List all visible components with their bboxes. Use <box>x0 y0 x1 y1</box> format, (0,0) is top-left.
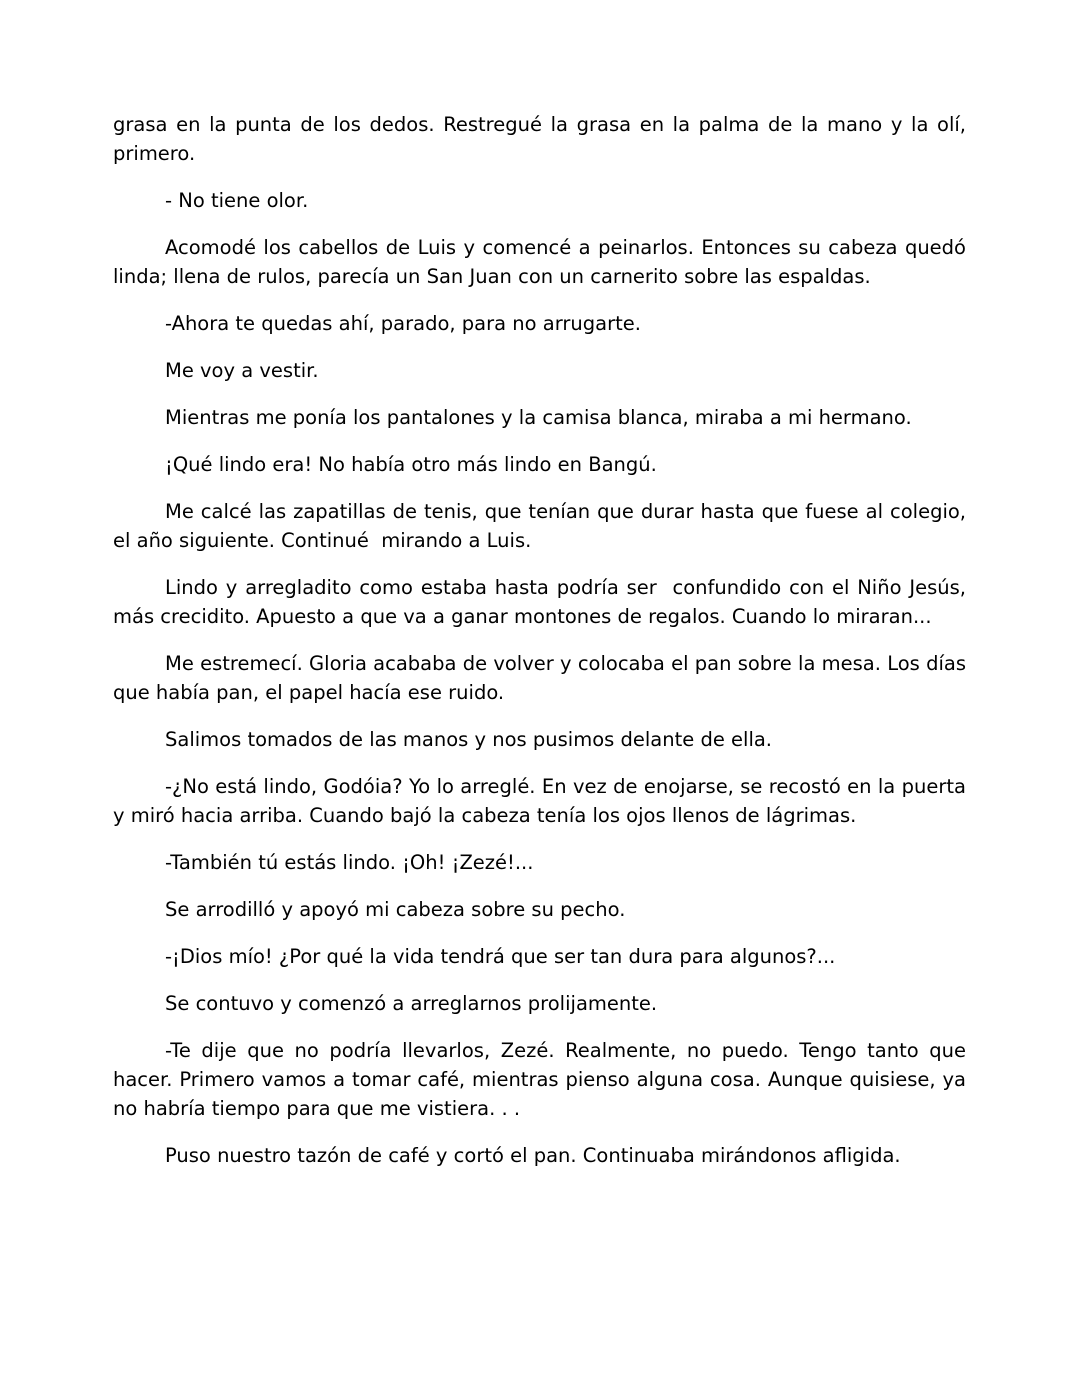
body-text-column <box>113 110 973 1170</box>
para-me-calce: Me calcé las zapatillas de tenis, que tenían que durar hasta que fuese al colegio, el año siguiente. Continué mirando a Luis. <box>113 500 973 552</box>
para-acomode: Acomodé los cabellos de Luis y comencé a peinarlos. Entonces su cabeza quedó linda; llena de rulos, parecía un San Juan con un carnerito sobre las espaldas. <box>113 236 973 288</box>
para-dios-mio: -¡Dios mío! ¿Por qué la vida tendrá que ser tan dura para algunos?... <box>165 945 836 968</box>
para-me-estremeci: Me estremecí. Gloria acababa de volver y colocaba el pan sobre la mesa. Los días que había pan, el papel hacía ese ruido. <box>113 652 973 704</box>
para-tambien-tu: -También tú estás lindo. ¡Oh! ¡Zezé!... <box>165 851 534 874</box>
para-grasa: grasa en la punta de los dedos. Restregué la grasa en la palma de la mano y la olí, primero. <box>113 113 973 165</box>
para-ahora-te-quedas: -Ahora te quedas ahí, parado, para no arrugarte. <box>165 312 641 335</box>
para-se-arrodillo: Se arrodilló y apoyó mi cabeza sobre su pecho. <box>165 898 626 921</box>
para-no-tiene-olor: - No tiene olor. <box>165 189 309 212</box>
para-mientras: Mientras me ponía los pantalones y la camisa blanca, miraba a mi hermano. <box>165 406 912 429</box>
para-se-contuvo: Se contuvo y comenzó a arreglarnos prolijamente. <box>165 992 658 1015</box>
para-que-lindo-era: ¡Qué lindo era! No había otro más lindo en Bangú. <box>165 453 657 476</box>
para-no-esta-lindo: -¿No está lindo, Godóia? Yo lo arreglé. En vez de enojarse, se recostó en la puerta y miró hacia arriba. Cuando bajó la cabeza tenía los ojos llenos de lágrimas. <box>113 775 973 827</box>
para-me-voy-a-vestir: Me voy a vestir. <box>165 359 319 382</box>
para-lindo-y-arregladito: Lindo y arregladito como estaba hasta podría ser confundido con el Niño Jesús, más crecidito. Apuesto a que va a ganar montones de regalos. Cuando lo miraran... <box>113 576 973 628</box>
para-salimos: Salimos tomados de las manos y nos pusimos delante de ella. <box>165 728 773 751</box>
para-te-dije: -Te dije que no podría llevarlos, Zezé. Realmente, no puedo. Tengo tanto que hacer. Primero vamos a tomar café, mientras pienso alguna cosa. Aunque quisiese, ya no habría tiempo para que me vistiera. . . <box>113 1039 973 1120</box>
para-puso-nuestro-tazon: Puso nuestro tazón de café y cortó el pan. Continuaba mirándonos afligida. <box>165 1144 901 1167</box>
